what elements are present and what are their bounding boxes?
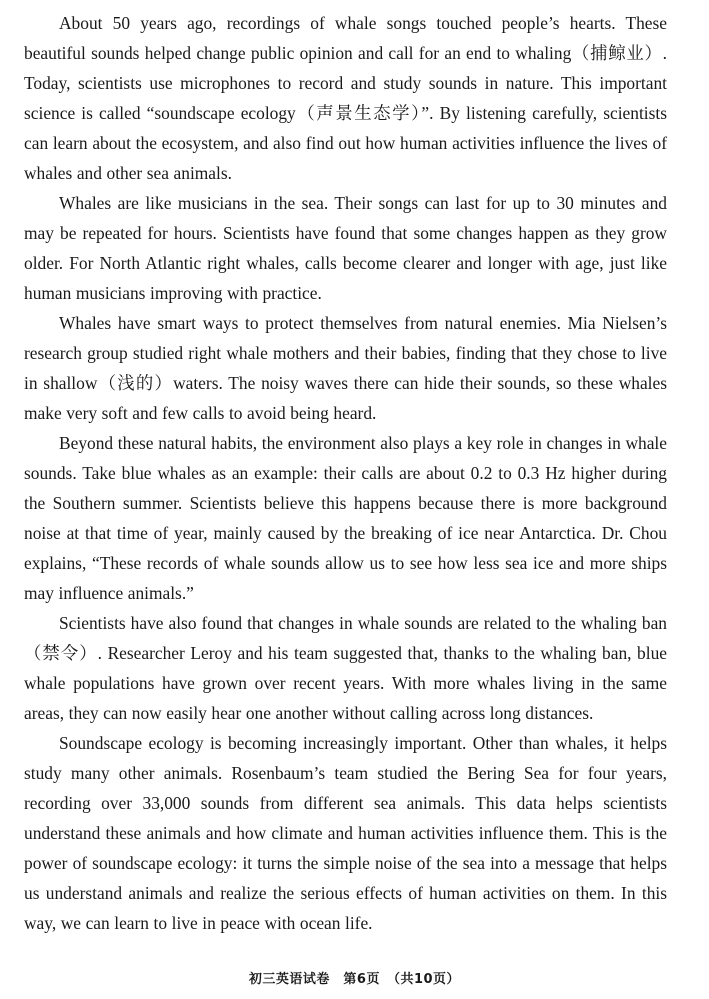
paragraph-5: Scientists have also found that changes in whale sounds are related to the whaling ban（禁令）. Researcher Leroy and his team suggested that, thanks to the whaling ban, blue whale populations have grown over recent years. With more whales living in the same areas, they can now easily hear one another without calling across long distances. [24, 613, 667, 723]
paragraph-1: About 50 years ago, recordings of whale songs touched people’s hearts. These beautiful sounds helped change public opinion and call for an end to whaling（捕鲸业）. Today, scientists use microphones to record and study sounds in nature. This important science is called “soundscape ecology（声景生态学）”. By listening carefully, scientists can learn about the ecosystem, and also find out how human activities influence the lives of whales and other sea animals. [24, 13, 667, 183]
paragraph-6: Soundscape ecology is becoming increasingly important. Other than whales, it helps study many other animals. Rosenbaum’s team studied the Bering Sea for four years, recording over 33,000 sounds from different sea animals. This data helps scientists understand these animals and how climate and human activities influence them. This is the power of soundscape ecology: it turns the simple noise of the sea into a message that helps us understand animals and realize the serious effects of human activities on them. In this way, we can learn to live in peace with ocean life. [24, 733, 667, 933]
paragraph-4: Beyond these natural habits, the environment also plays a key role in changes in whale sounds. Take blue whales as an example: their calls are about 0.2 to 0.3 Hz higher during the Southern summer. Scientists believe this happens because there is more background noise at that time of year, mainly caused by the breaking of ice near Antarctica. Dr. Chou explains, “These records of whale sounds allow us to see how less sea ice and more ships may influence animals.” [24, 433, 667, 603]
paragraph-2: Whales are like musicians in the sea. Their songs can last for up to 30 minutes and may be repeated for hours. Scientists have found that some changes happen as they grow older. For North Atlantic right whales, calls become clearer and longer with age, just like human musicians improving with practice. [24, 193, 667, 303]
paragraph-3: Whales have smart ways to protect themselves from natural enemies. Mia Nielsen’s research group studied right whale mothers and their babies, finding that they chose to live in shallow（浅的）waters. The noisy waves there can hide their sounds, so these whales make very soft and few calls to avoid being heard. [24, 313, 667, 423]
page-footer: 初三英语试卷 第6页 （共10页） [248, 972, 461, 987]
